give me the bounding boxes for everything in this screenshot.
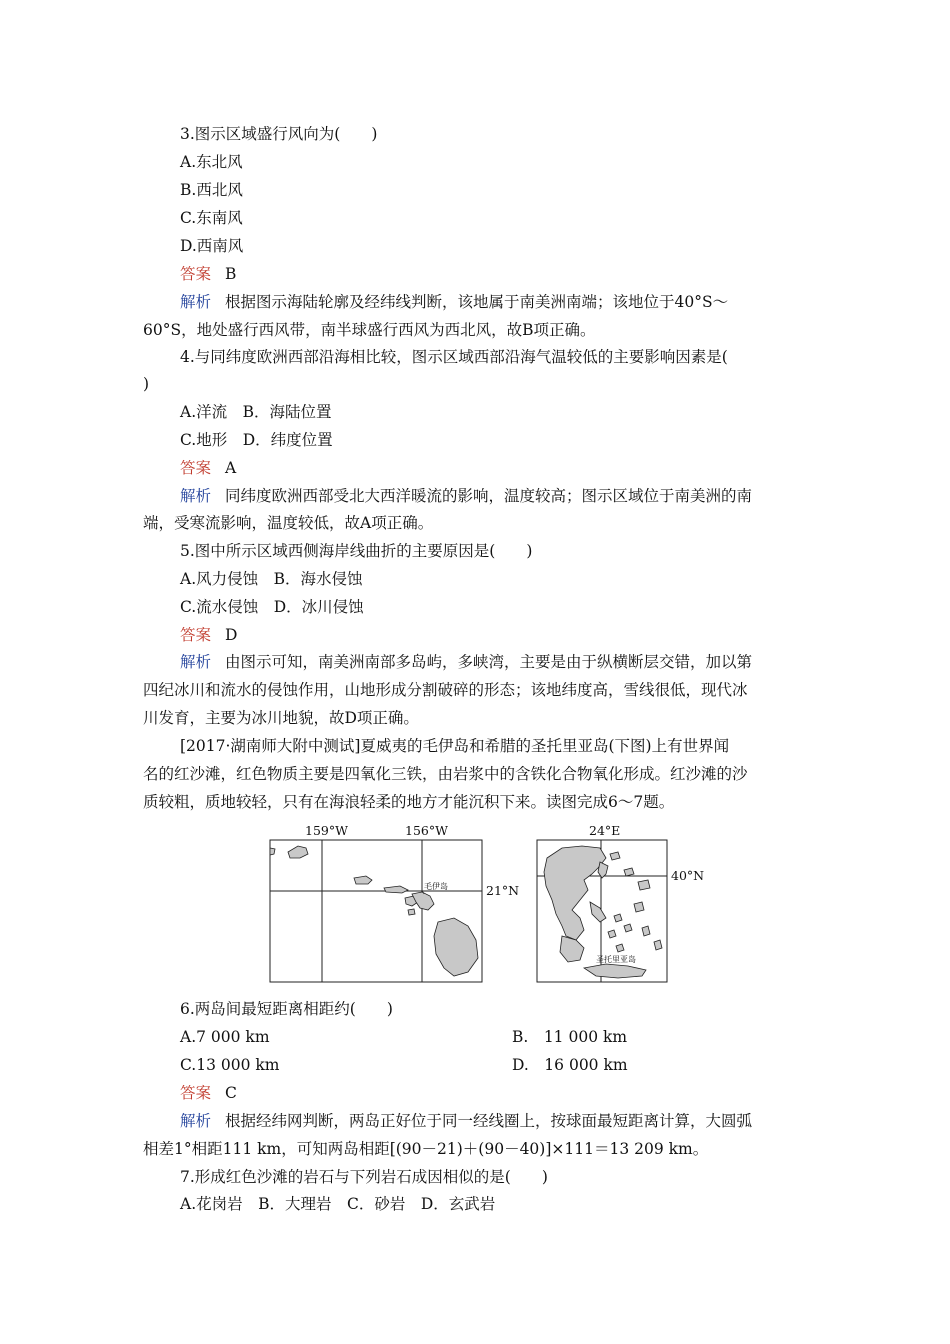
answer-value: C (225, 1084, 237, 1102)
q4-analysis-line-2: 端，受寒流影响，温度较低，故A项正确。 (143, 514, 434, 532)
q3-option-d: D.西南风 (180, 237, 244, 255)
map-right-lon-24e: 24°E (589, 823, 621, 838)
q5-stem: 5.图中所示区域西侧海岸线曲折的主要原因是( ) (180, 542, 533, 560)
q5-analysis-line-3: 川发育，主要为冰川地貌，故D项正确。 (143, 709, 419, 727)
map-left-lon-156w: 156°W (405, 823, 448, 838)
q3-option-b: B.西北风 (180, 181, 243, 199)
kahoolawe-island (408, 909, 415, 915)
q6-option-c: C.13 000 km (180, 1056, 280, 1074)
intro-line-1: [2017·湖南师大附中测试]夏威夷的毛伊岛和希腊的圣托里亚岛(下图)上有世界闻 (180, 737, 730, 755)
map-right-island-label: 圣托里亚岛 (596, 955, 636, 964)
answer-label: 答案 (180, 459, 212, 477)
analysis-label: 解析 (180, 653, 212, 671)
map-left-island-label: 毛伊岛 (424, 882, 448, 891)
q4-analysis-line-1 (180, 486, 752, 506)
q6-answer (180, 1083, 237, 1103)
q6-stem: 6.两岛间最短距离相距约( ) (180, 1000, 393, 1018)
answer-label: 答案 (180, 626, 212, 644)
q4-stem-line-1: 4.与同纬度欧洲西部沿海相比较，图示区域西部沿海气温较低的主要影响因素是( (180, 348, 728, 366)
analysis-text: 根据图示海陆轮廓及经纬线判断，该地属于南美洲南端；该地位于40°S～ (225, 293, 729, 311)
q5-answer (180, 625, 237, 645)
q3-answer (180, 264, 236, 284)
map-left-lon-159w: 159°W (305, 823, 348, 838)
q5-analysis-line-1 (180, 652, 752, 672)
map-right-lat-40n: 40°N (671, 868, 705, 883)
q4-stem-line-2: ) (143, 375, 150, 393)
greece-map (537, 823, 704, 982)
analysis-label: 解析 (180, 293, 212, 311)
analysis-label: 解析 (180, 487, 212, 505)
analysis-text: 由图示可知，南美洲南部多岛屿，多峡湾，主要是由于纵横断层交错，加以第 (225, 653, 753, 671)
santorini-island (616, 944, 624, 952)
island-maps-figure (262, 818, 722, 998)
intro-line-2: 名的红沙滩，红色物质主要是四氧化三铁，由岩浆中的含铁化合物氧化形成。红沙滩的沙 (143, 765, 748, 783)
analysis-label: 解析 (180, 1112, 212, 1130)
cyclades-island-2 (624, 924, 632, 932)
q5-options-2: C.流水侵蚀 D．冰川侵蚀 (180, 598, 364, 616)
q3-option-c: C.东南风 (180, 209, 243, 227)
q6-options-row-1 (180, 1027, 628, 1047)
q6-option-a: A.7 000 km (180, 1028, 270, 1046)
niihau-island (270, 848, 275, 855)
cyclades-island-1 (614, 914, 622, 922)
q4-options-2: C.地形 D．纬度位置 (180, 431, 333, 449)
q7-options: A.花岗岩 B．大理岩 C．砂岩 D．玄武岩 (180, 1195, 496, 1213)
q5-options-1: A.风力侵蚀 B．海水侵蚀 (180, 570, 363, 588)
hawaii-map (270, 823, 519, 982)
q6-analysis-line-2: 相差1°相距111 km，可知两岛相距[(90－21)＋(90－40)]×111＝13 209 km。 (143, 1140, 709, 1158)
q3-analysis-line-1 (180, 292, 728, 312)
answer-value: D (225, 626, 238, 644)
q3-option-a: A.东北风 (180, 153, 243, 171)
chios-island (634, 902, 644, 912)
intro-line-3: 质较粗，质地较轻，只有在海浪轻柔的地方才能沉积下来。读图完成6～7题。 (143, 793, 675, 811)
answer-label: 答案 (180, 265, 212, 283)
cyclades-island-3 (608, 930, 616, 938)
q3-analysis-line-2: 60°S，地处盛行西风带，南半球盛行西风为西北风，故B项正确。 (143, 321, 596, 339)
q6-options-row-2 (180, 1055, 628, 1075)
q7-stem: 7.形成红色沙滩的岩石与下列岩石成因相似的是( ) (180, 1168, 548, 1186)
q4-options-1: A.洋流 B．海陆位置 (180, 403, 332, 421)
q4-answer (180, 458, 236, 478)
analysis-text: 同纬度欧洲西部受北大西洋暖流的影响，温度较高；图示区域位于南美洲的南 (225, 487, 753, 505)
map-left-lat-21n: 21°N (486, 883, 520, 898)
q5-analysis-line-2: 四纪冰川和流水的侵蚀作用，山地形成分割破碎的形态；该地纬度高，雪线很低，现代冰 (143, 681, 748, 699)
lesbos-island (638, 880, 650, 890)
answer-label: 答案 (180, 1084, 212, 1102)
answer-value: B (225, 265, 237, 283)
answer-value: A (225, 459, 237, 477)
analysis-text: 根据经纬网判断，两岛正好位于同一经线圈上，按球面最短距离计算，大圆弧 (225, 1112, 753, 1130)
q6-analysis-line-1 (180, 1111, 752, 1131)
q6-option-d: D. 16 000 km (512, 1056, 628, 1074)
q3-stem: 3.图示区域盛行风向为( ) (180, 125, 378, 143)
q6-option-b: B. 11 000 km (512, 1028, 628, 1046)
